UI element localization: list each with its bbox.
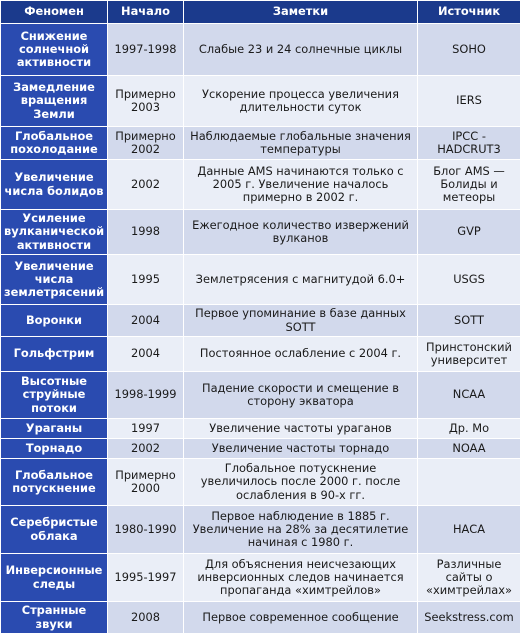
- notes-cell: Увеличение частоты ураганов: [184, 419, 418, 439]
- source-cell: Др. Мо: [418, 419, 520, 439]
- phenomenon-cell: Ураганы: [1, 419, 108, 439]
- source-cell: Seekstress.com: [418, 602, 520, 634]
- start-cell: 1998: [108, 210, 184, 255]
- source-cell: Принстонский университет: [418, 337, 520, 372]
- source-cell: SOTT: [418, 305, 520, 337]
- notes-cell: Падение скорости и смещение в сторону экватора: [184, 372, 418, 419]
- table-row: [1, 459, 520, 506]
- phenomenon-cell: Высотные струйные потоки: [1, 372, 108, 419]
- start-cell: 2004: [108, 337, 184, 372]
- notes-cell: Постоянное ослабление с 2004 г.: [184, 337, 418, 372]
- notes-cell: Увеличение частоты торнадо: [184, 439, 418, 459]
- phenomenon-cell: Воронки: [1, 305, 108, 337]
- table-row: [1, 255, 520, 305]
- phenomenon-cell: Усиление вулканической активности: [1, 210, 108, 255]
- source-cell: НАСА: [418, 506, 520, 554]
- start-cell: 2004: [108, 305, 184, 337]
- header-notes: Заметки: [184, 1, 418, 24]
- phenomenon-cell: Замедление вращения Земли: [1, 76, 108, 127]
- table-row: [1, 554, 520, 602]
- notes-cell: Землетрясения с магнитудой 6.0+: [184, 255, 418, 305]
- phenomenon-cell: Глобальное потускнение: [1, 459, 108, 506]
- header-source: Источник: [418, 1, 520, 24]
- start-cell: 2002: [108, 160, 184, 210]
- table-row: [1, 372, 520, 419]
- phenomenon-cell: Серебристые облака: [1, 506, 108, 554]
- phenomenon-cell: Увеличение числа болидов: [1, 160, 108, 210]
- source-cell: SOHO: [418, 24, 520, 76]
- source-cell: USGS: [418, 255, 520, 305]
- phenomenon-cell: Глобальное похолодание: [1, 127, 108, 160]
- notes-cell: Для объяснения неисчезающих инверсионных следов начинается пропаганда «химтрейлов»: [184, 554, 418, 602]
- phenomenon-cell: Гольфстрим: [1, 337, 108, 372]
- notes-cell: Ежегодное количество извержений вулканов: [184, 210, 418, 255]
- phenomenon-cell: Снижение солнечной активности: [1, 24, 108, 76]
- source-cell: NOAA: [418, 439, 520, 459]
- source-cell: IERS: [418, 76, 520, 127]
- start-cell: 1995-1997: [108, 554, 184, 602]
- start-cell: Примерно 2002: [108, 127, 184, 160]
- source-cell: Различные сайты о «химтрейлах»: [418, 554, 520, 602]
- notes-cell: Первое упоминание в базе данных SOTT: [184, 305, 418, 337]
- table-row: [1, 337, 520, 372]
- notes-cell: Слабые 23 и 24 солнечные циклы: [184, 24, 418, 76]
- table-row: [1, 506, 520, 554]
- header-start: Начало: [108, 1, 184, 24]
- table-row: [1, 160, 520, 210]
- table-row: [1, 24, 520, 76]
- header-phenomenon: Феномен: [1, 1, 108, 24]
- start-cell: Примерно 2003: [108, 76, 184, 127]
- start-cell: 1995: [108, 255, 184, 305]
- source-cell: [418, 459, 520, 506]
- notes-cell: Первое современное сообщение: [184, 602, 418, 634]
- source-cell: IPCC - HADCRUT3: [418, 127, 520, 160]
- source-cell: NCAA: [418, 372, 520, 419]
- source-cell: Блог AMS — Болиды и метеоры: [418, 160, 520, 210]
- table-row: [1, 602, 520, 634]
- start-cell: 1998-1999: [108, 372, 184, 419]
- start-cell: 1997: [108, 419, 184, 439]
- table-row: [1, 76, 520, 127]
- start-cell: Примерно 2000: [108, 459, 184, 506]
- start-cell: 2008: [108, 602, 184, 634]
- table-row: [1, 439, 520, 459]
- notes-cell: Наблюдаемые глобальные значения температуры: [184, 127, 418, 160]
- table-row: [1, 419, 520, 439]
- phenomenon-cell: Торнадо: [1, 439, 108, 459]
- phenomenon-cell: Инверсионные следы: [1, 554, 108, 602]
- table-row: [1, 127, 520, 160]
- notes-cell: Ускорение процесса увеличения длительности суток: [184, 76, 418, 127]
- start-cell: 1997-1998: [108, 24, 184, 76]
- header-row: [1, 1, 520, 24]
- phenomenon-cell: Странные звуки: [1, 602, 108, 634]
- notes-cell: Данные AMS начинаются только с 2005 г. Увеличение началось примерно в 2002 г.: [184, 160, 418, 210]
- source-cell: GVP: [418, 210, 520, 255]
- start-cell: 1980-1990: [108, 506, 184, 554]
- start-cell: 2002: [108, 439, 184, 459]
- notes-cell: Первое наблюдение в 1885 г. Увеличение на 28% за десятилетие начиная с 1980 г.: [184, 506, 418, 554]
- phenomenon-cell: Увеличение числа землетрясений: [1, 255, 108, 305]
- table-row: [1, 210, 520, 255]
- table-row: [1, 305, 520, 337]
- notes-cell: Глобальное потускнение увеличилось после 2000 г. после ослабления в 90-х гг.: [184, 459, 418, 506]
